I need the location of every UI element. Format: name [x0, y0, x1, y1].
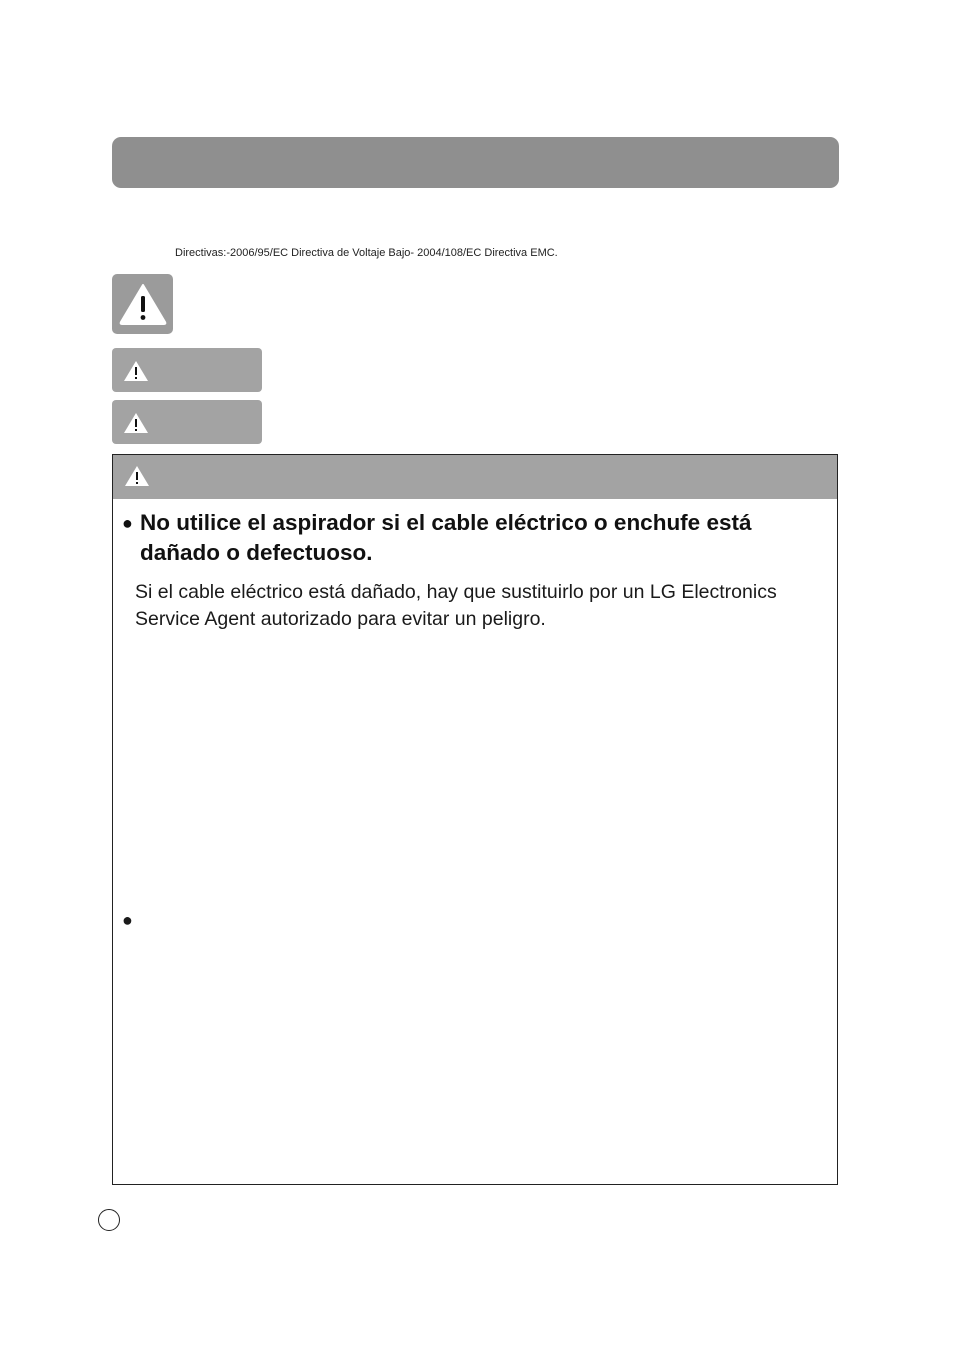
list-item	[122, 908, 133, 932]
section-header-bar	[112, 137, 839, 188]
warning-label-tag	[112, 348, 262, 392]
warning-triangle-icon	[118, 282, 168, 326]
bullet-dot-icon: ●	[122, 910, 133, 930]
warning-triangle-icon	[124, 465, 150, 487]
warning-triangle-icon	[123, 412, 149, 434]
warning-triangle-icon	[123, 360, 149, 382]
list-item	[122, 508, 832, 568]
item-body-text: Si el cable eléctrico está dañado, hay que sustituirlo por un LG Electronics Service Agent autorizado para evitar un peligro.	[135, 581, 777, 630]
warning-panel-header	[113, 455, 837, 499]
caution-label-tag	[112, 400, 262, 444]
page-number-circle	[98, 1209, 120, 1231]
bullet-dot-icon: ●	[122, 513, 133, 533]
warning-panel	[112, 454, 838, 1185]
item-title: No utilice el aspirador si el cable eléctrico o enchufe está dañado o defectuoso.	[140, 510, 752, 565]
warning-symbol-box	[112, 274, 173, 334]
directives-text: Directivas:-2006/95/EC Directiva de Voltaje Bajo- 2004/108/EC Directiva EMC.	[175, 247, 558, 259]
